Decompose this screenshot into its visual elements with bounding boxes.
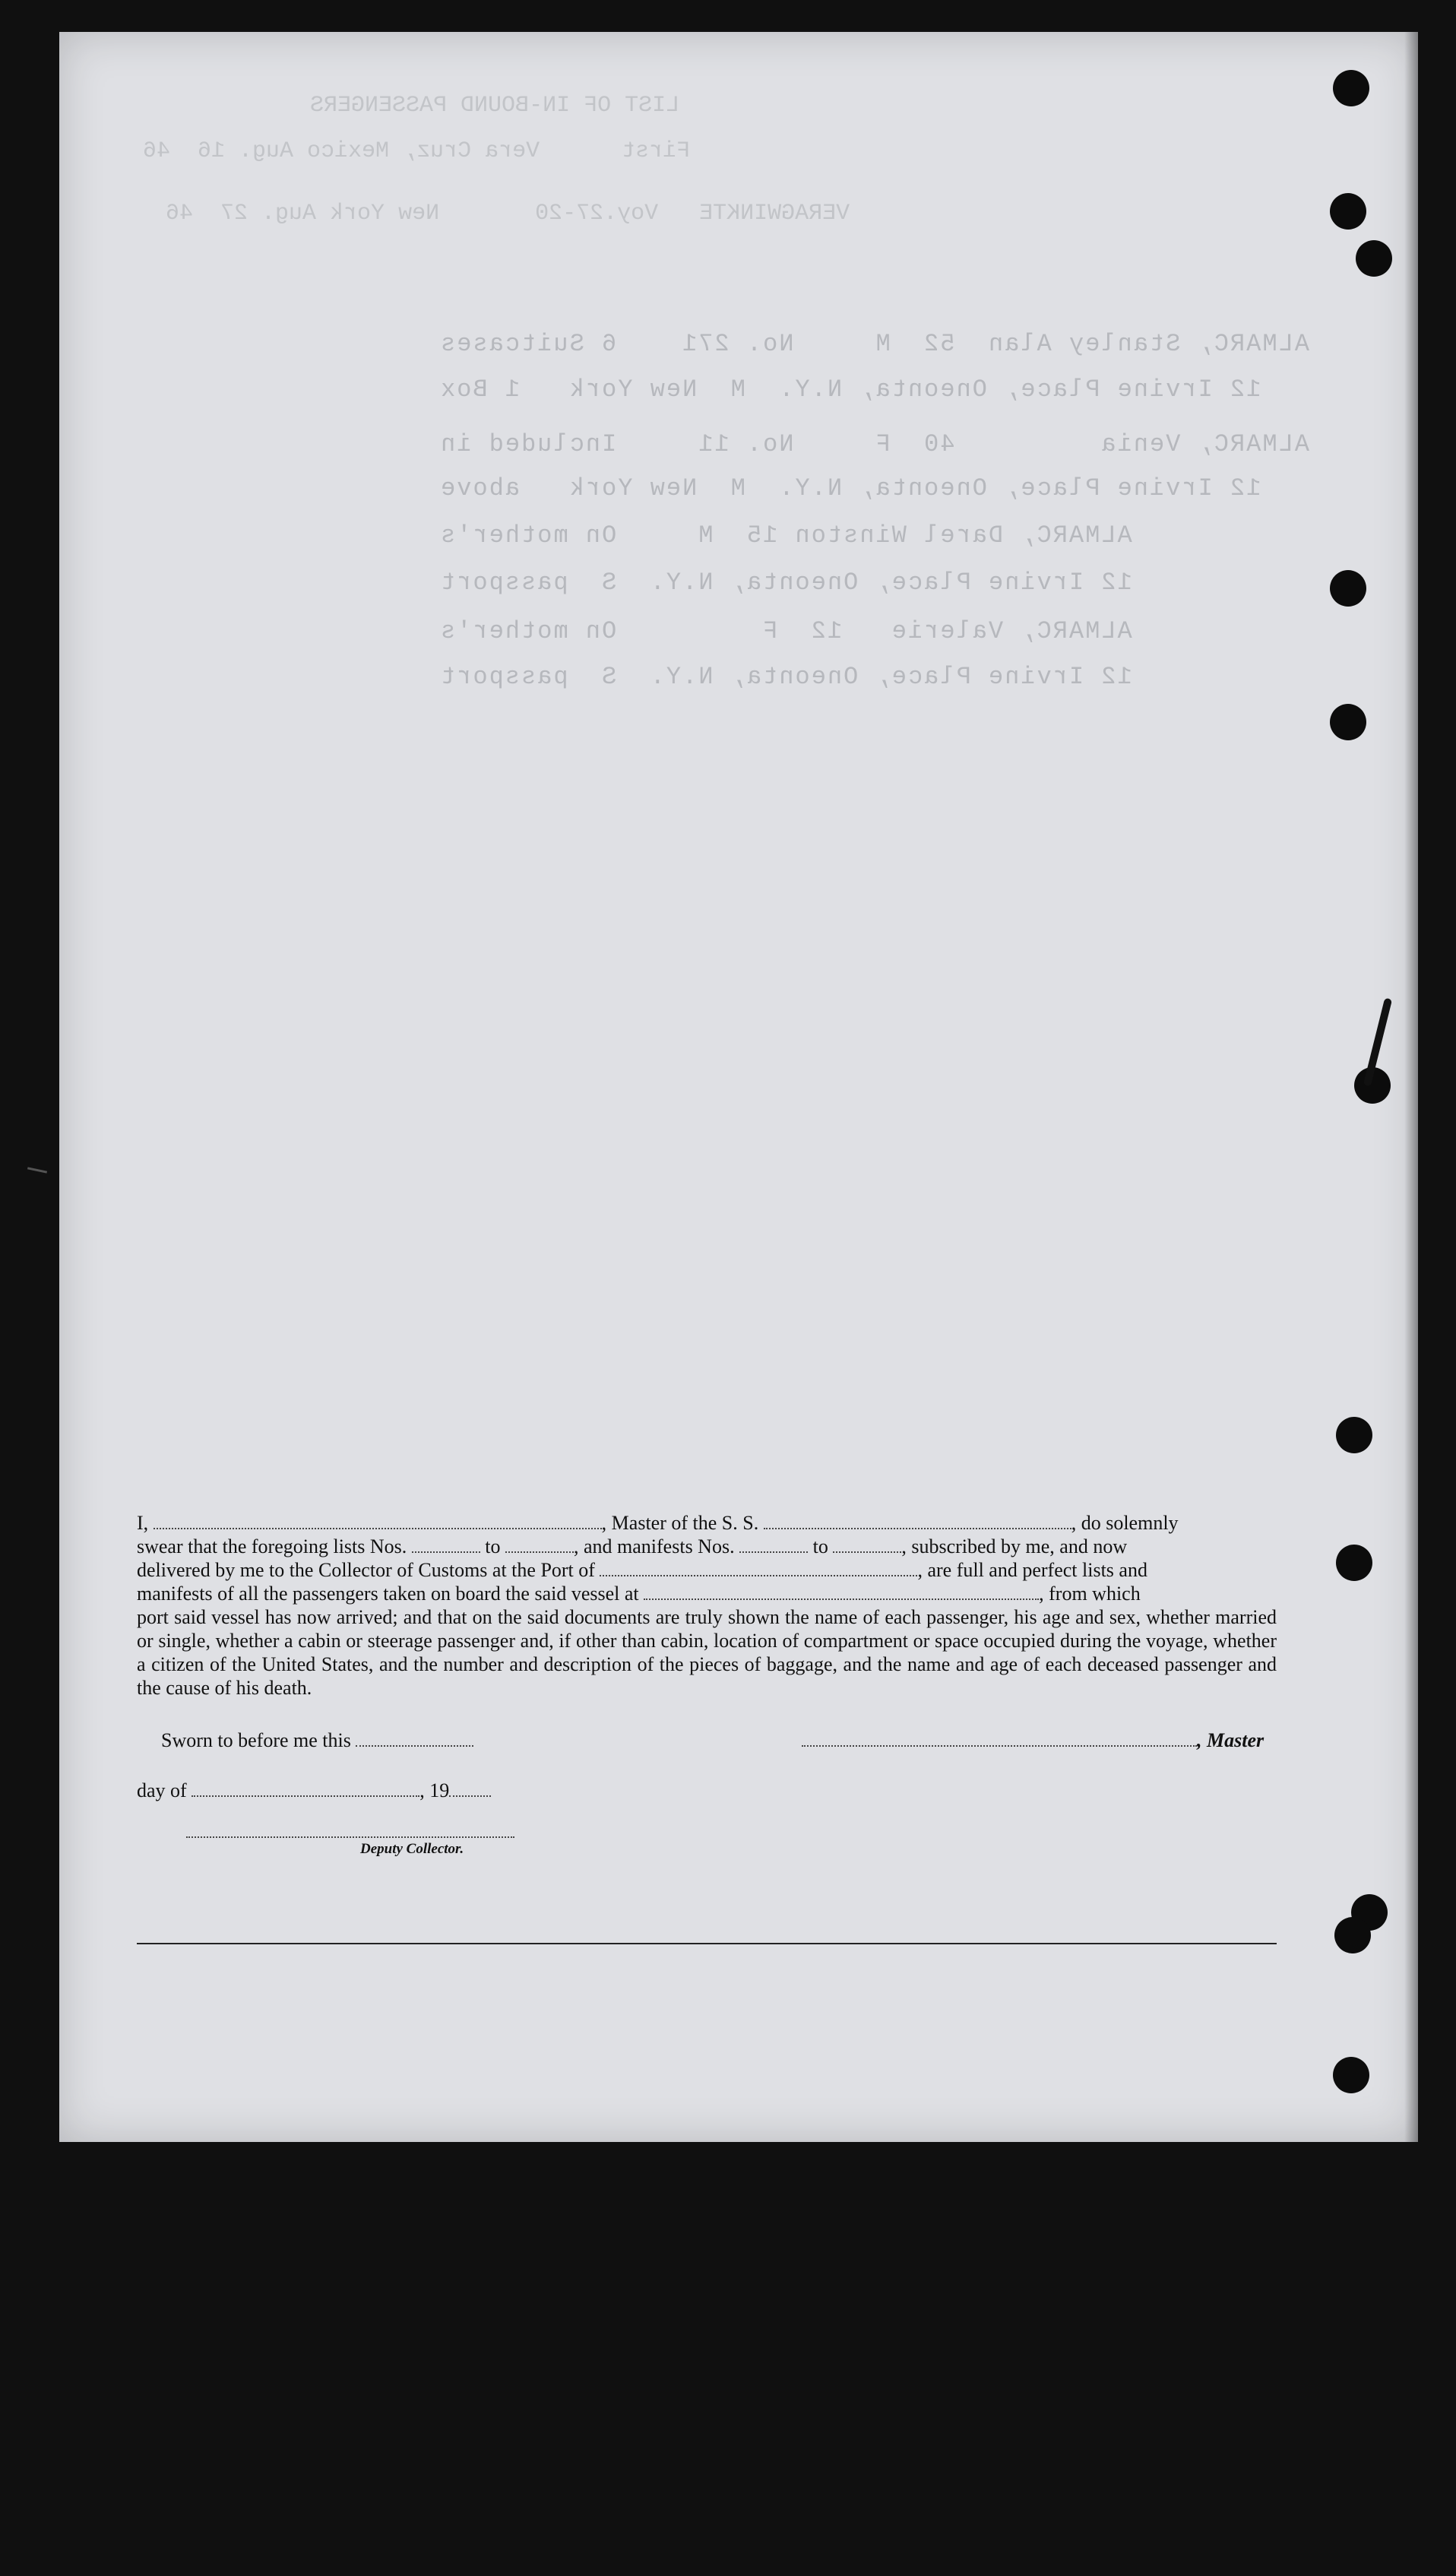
punch-hole <box>1334 1917 1371 1953</box>
sworn-label: Sworn to before me this <box>161 1729 351 1751</box>
manifest-page <box>59 32 1418 2142</box>
oath-paragraph <box>137 1511 1277 1700</box>
oath-full-perfect: , are full and perfect lists and <box>917 1559 1147 1581</box>
bleed-row: 12 Irvine Place, Oneonta, N.Y. M New York 1 Box <box>439 375 1261 404</box>
sworn-date-blank[interactable] <box>356 1728 473 1747</box>
bleed-header-title: LIST OF IN-BOUND PASSENGERS <box>310 93 680 119</box>
oath-body: port said vessel has now arrived; and that on the said documents are truly shown the name of each passenger, his age and sex, whether married or single, whether a cabin or steerage passenger and, if other than cabin, location of compartment or space occupied during the voyage, whether a citizen of the United States, and the number and description of the pieces of baggage, and the name and age of each deceased passenger and the cause of his death. <box>137 1606 1277 1699</box>
day-of-line <box>137 1779 491 1802</box>
bleed-row: ALMARC, Valerie 12 F On mother's <box>439 617 1132 645</box>
oath-i: I, <box>137 1512 149 1534</box>
list-to-blank[interactable] <box>505 1535 574 1553</box>
master-name-blank[interactable] <box>154 1511 602 1529</box>
year-label: , 19 <box>419 1779 450 1801</box>
oath-to-2: to <box>812 1535 828 1557</box>
punch-hole <box>1330 704 1366 740</box>
deputy-collector-label: Deputy Collector. <box>360 1841 464 1857</box>
bleed-row: 12 Irvine Place, Oneonta, N.Y. S passport <box>439 569 1132 597</box>
bleed-row: ALMARC, Venia 40 F No. 11 Included in <box>439 430 1309 458</box>
port-blank[interactable] <box>600 1558 917 1576</box>
bleed-row: ALMARC, Stanley Alan 52 M No. 271 6 Suitcases <box>439 330 1309 358</box>
month-blank[interactable] <box>191 1779 419 1797</box>
departure-port-blank[interactable] <box>644 1582 1039 1600</box>
page-edge-shadow <box>1404 32 1418 2142</box>
punch-hole <box>1333 70 1369 106</box>
oath-and-manifests: , and manifests Nos. <box>574 1535 735 1557</box>
bleed-row: 12 Irvine Place, Oneonta, N.Y. S passport <box>439 663 1132 691</box>
punch-hole <box>1330 193 1366 230</box>
oath-subscribed: , subscribed by me, and now <box>901 1535 1128 1557</box>
oath-from-which: , from which <box>1039 1583 1141 1605</box>
master-signature-blank[interactable] <box>802 1728 1197 1747</box>
punch-hole <box>1336 1545 1372 1581</box>
sworn-line <box>161 1728 473 1752</box>
punch-hole <box>1356 240 1392 277</box>
deputy-signature-blank[interactable] <box>186 1836 514 1838</box>
bottom-rule <box>137 1943 1277 1944</box>
oath-do-solemnly: , do solemnly <box>1071 1512 1179 1534</box>
ship-name-blank[interactable] <box>764 1511 1071 1529</box>
oath-swear-lists: swear that the foregoing lists Nos. <box>137 1535 407 1557</box>
punch-hole <box>1336 1417 1372 1453</box>
master-signature-line <box>802 1728 1264 1752</box>
bleed-header-line: First Vera Cruz, Mexico Aug. 16 46 <box>143 138 691 164</box>
bleed-row: ALMARC, Darel Winston 15 M On mother's <box>439 521 1132 550</box>
margin-mark <box>27 1167 47 1173</box>
day-of-label: day of <box>137 1779 187 1801</box>
oath-master-of: , Master of the S. S. <box>601 1512 759 1534</box>
manifest-from-blank[interactable] <box>739 1535 808 1553</box>
list-from-blank[interactable] <box>412 1535 480 1553</box>
oath-delivered: delivered by me to the Collector of Customs at the Port of <box>137 1559 595 1581</box>
oath-to-1: to <box>485 1535 501 1557</box>
master-label: , Master <box>1197 1729 1265 1751</box>
bleed-row: 12 Irvine Place, Oneonta, N.Y. M New York above <box>439 474 1261 502</box>
bleed-header-line: VERAGWINKTE Voy.27-20 New York Aug. 27 46 <box>166 201 850 227</box>
punch-hole <box>1333 2057 1369 2093</box>
punch-hole <box>1330 570 1366 607</box>
oath-manifests-all: manifests of all the passengers taken on board the said vessel at <box>137 1583 639 1605</box>
year-blank[interactable] <box>449 1779 491 1797</box>
manifest-to-blank[interactable] <box>833 1535 901 1553</box>
